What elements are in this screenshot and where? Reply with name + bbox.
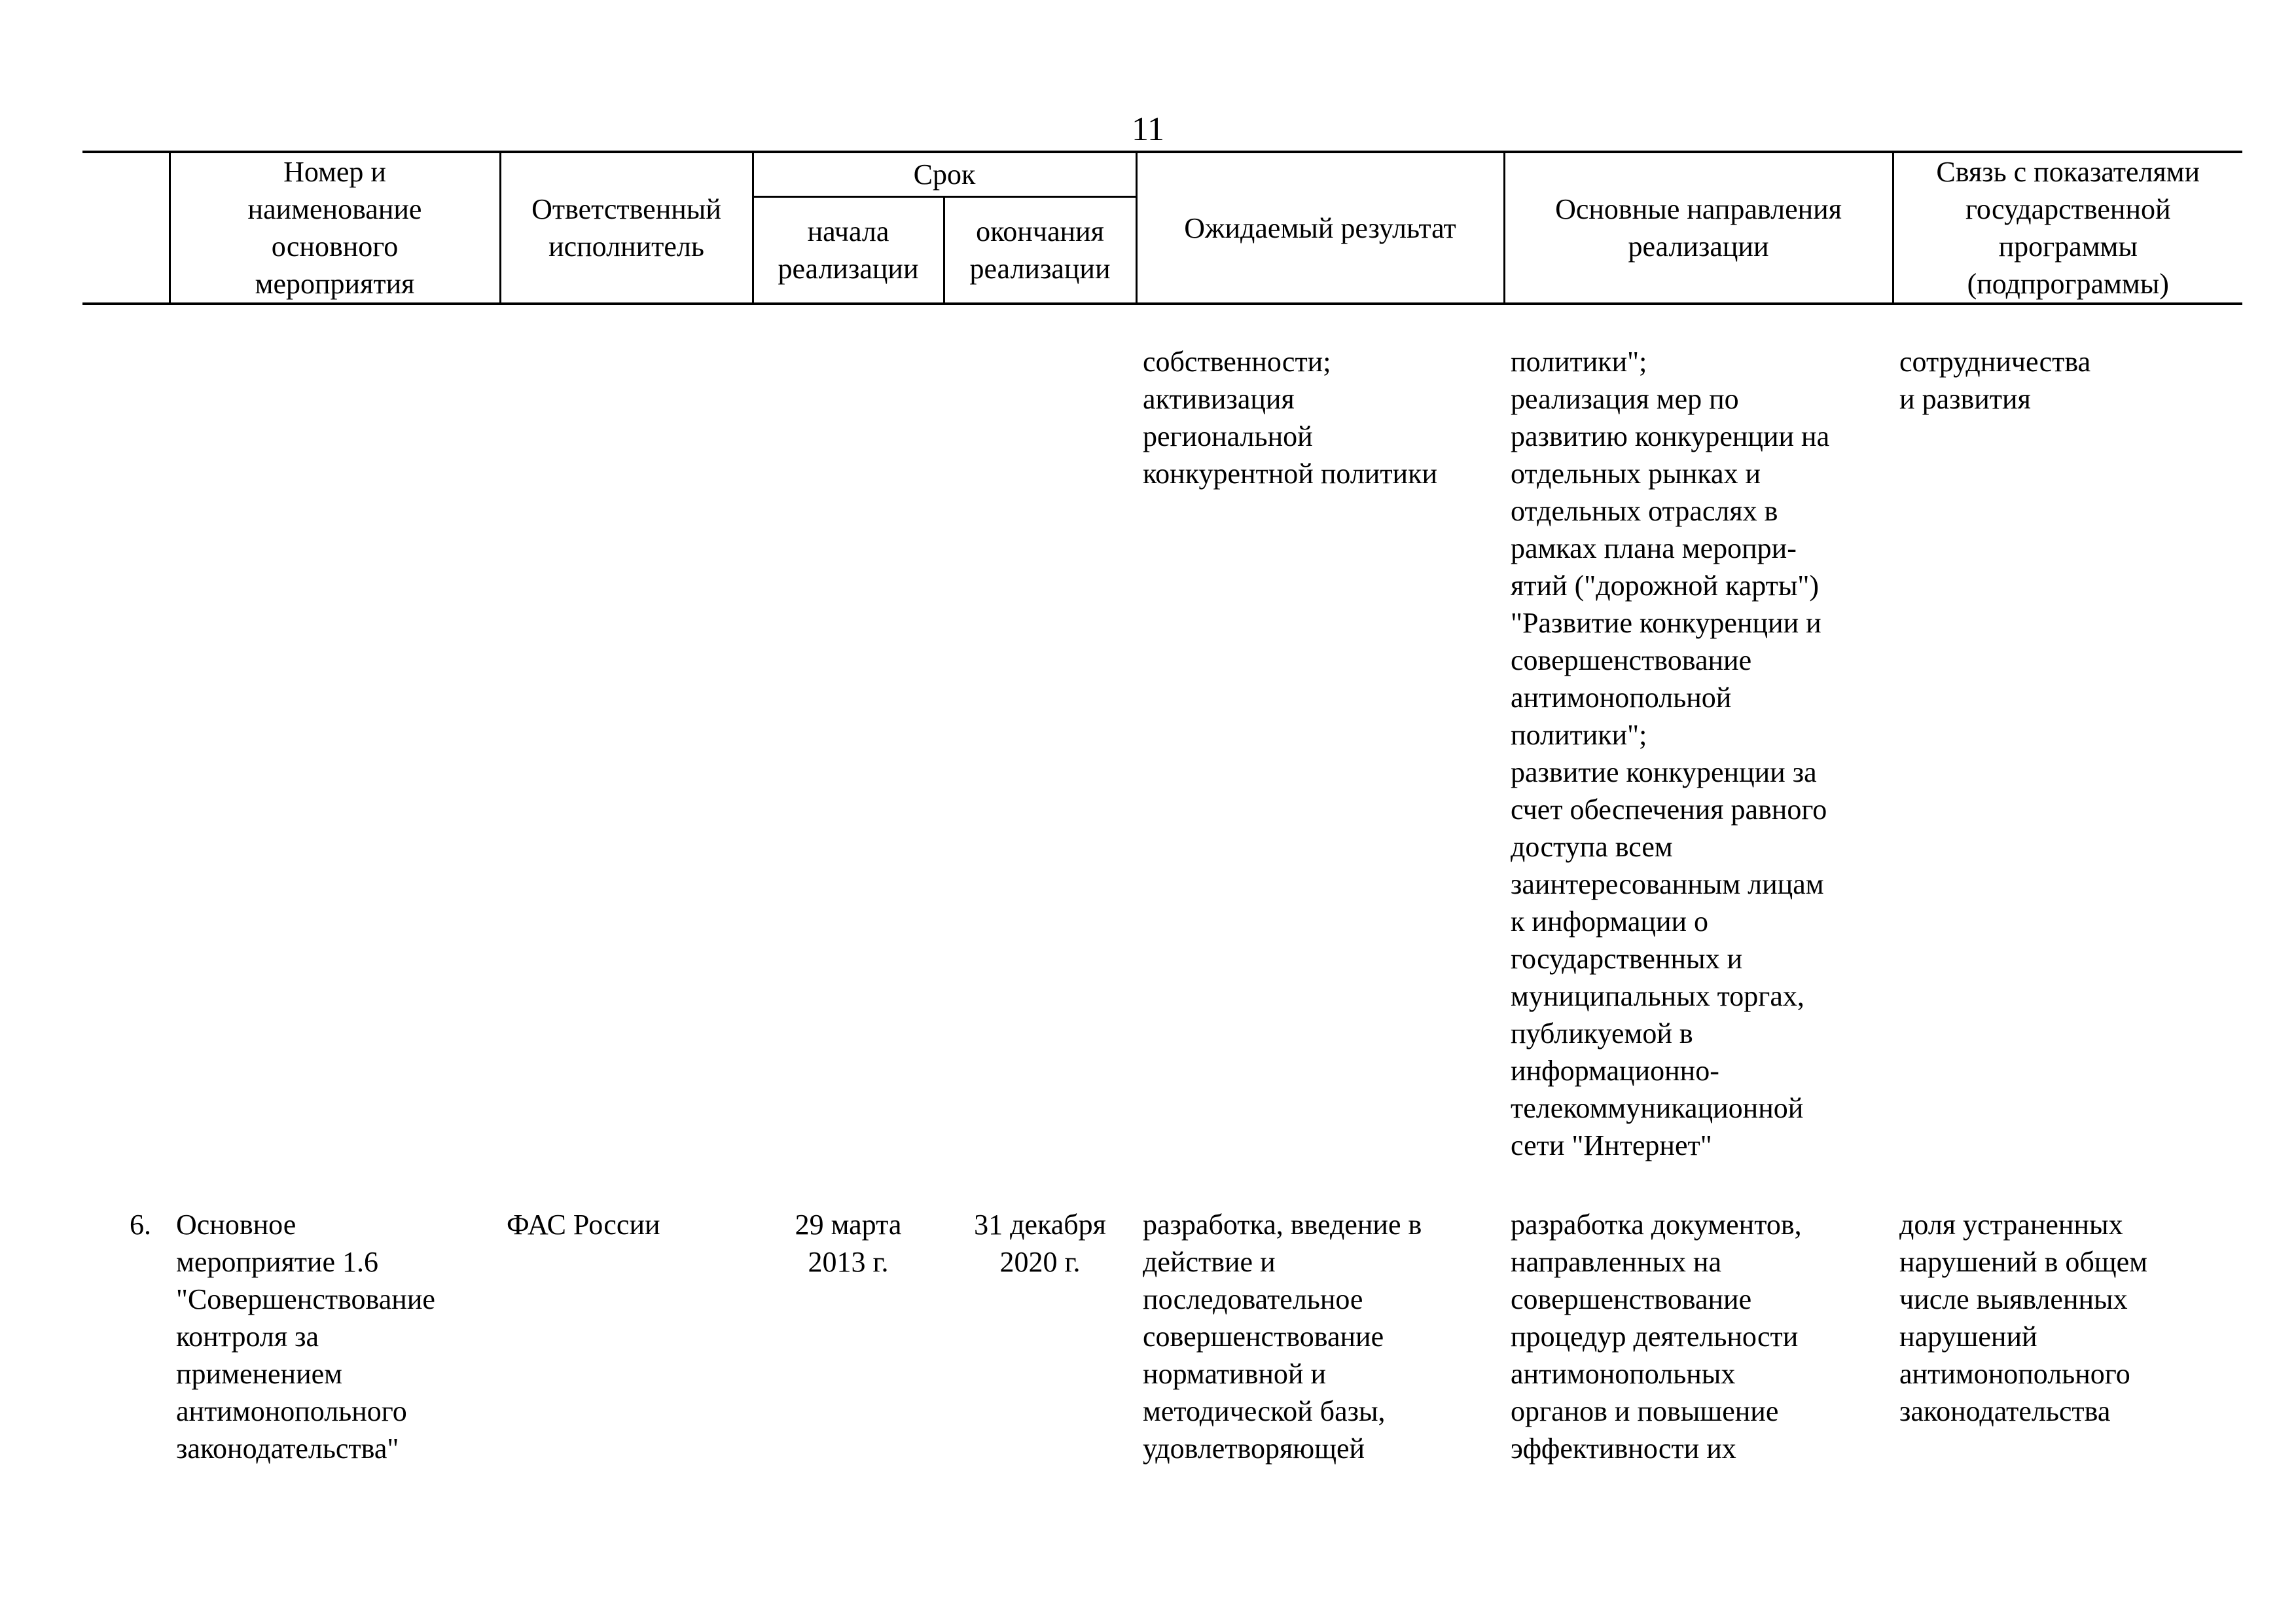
- header-result: Ожидаемый результат: [1136, 152, 1504, 302]
- row6-end: 31 декабря 2020 г.: [974, 1209, 1106, 1278]
- cont-link: сотрудничества и развития: [1899, 346, 2091, 415]
- cont-directions: политики"; реализация мер по развитию конкуренции на отдельных рынках и отдельных отраслях в рамках плана меропри- ятий ("дорожной карты") "Развитие конкуренции и совершенствование антимонопольной политики"; развитие конкуренции за счет обеспечения равного доступа всем заинтересованным лицам к информации о государственных и муниципальных торгах, публикуемой в информационно- телекоммуникационной сети "Интернет": [1511, 346, 1830, 1161]
- row6-start: 29 марта 2013 г.: [795, 1209, 902, 1278]
- row6-name: Основное мероприятие 1.6 "Совершенствование контроля за применением антимонопольного законодательства": [176, 1209, 435, 1465]
- header-name: Номер и наименование основного мероприятия: [170, 152, 500, 302]
- header-executor: Ответственный исполнитель: [500, 152, 753, 302]
- header-start: начала реализации: [753, 197, 944, 303]
- row6-link: доля устраненных нарушений в общем числе выявленных нарушений антимонопольного законодательства: [1899, 1209, 2147, 1427]
- row6-directions: разработка документов, направленных на совершенствование процедур деятельности антимонопольных органов и повышение эффективности их: [1511, 1209, 1802, 1465]
- header-directions: Основные направления реализации: [1504, 152, 1893, 302]
- measures-table: [82, 151, 2242, 1467]
- row6-result: разработка, введение в действие и последовательное совершенствование нормативной и методической базы, удовлетворяющей: [1143, 1209, 1422, 1465]
- table-header: [82, 152, 2242, 304]
- row6-number: 6.: [130, 1209, 151, 1241]
- header-term: Срок: [753, 152, 1136, 197]
- page-number: 11: [1131, 111, 1165, 148]
- header-link: Связь с показателями государственной программы (подпрограммы): [1893, 152, 2242, 302]
- cont-result: собственности; активизация региональной конкурентной политики: [1143, 346, 1438, 490]
- header-end: окончания реализации: [944, 197, 1136, 303]
- table-row-6: [82, 1206, 2242, 1467]
- table-row-continuation: [82, 343, 2242, 1164]
- header-number-cell: [82, 152, 170, 302]
- row6-executor: ФАС России: [507, 1209, 660, 1241]
